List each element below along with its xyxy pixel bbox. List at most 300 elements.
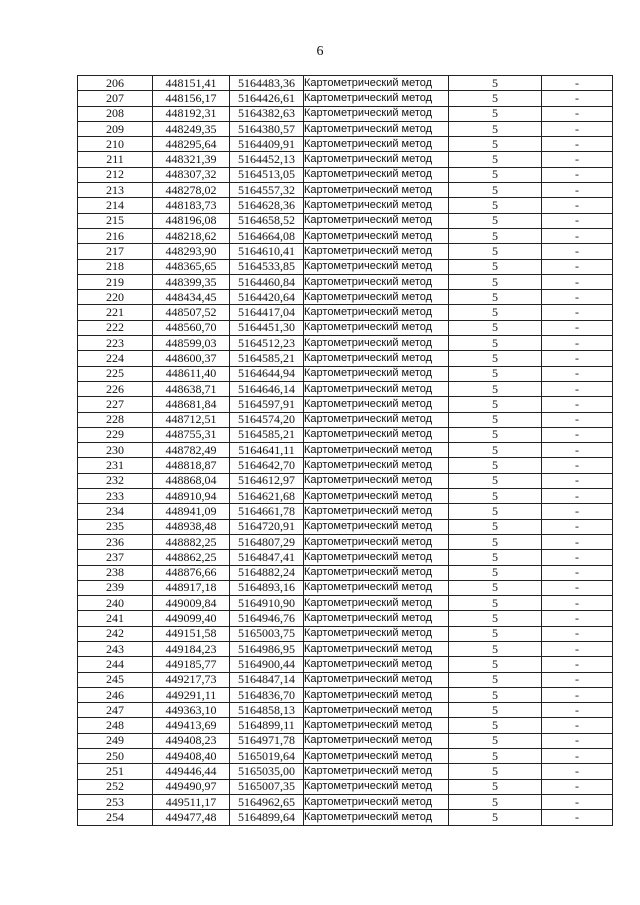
accuracy-cell: 5 [449, 519, 542, 534]
method-cell: Картометрический метод [304, 641, 449, 656]
description-cell: - [542, 596, 613, 611]
method-cell: Картометрический метод [304, 290, 449, 305]
point-number-cell: 232 [78, 473, 153, 488]
table-row [78, 274, 613, 289]
accuracy-cell: 5 [449, 366, 542, 381]
method-cell: Картометрический метод [304, 412, 449, 427]
accuracy-cell: 5 [449, 687, 542, 702]
y-coordinate-cell: 5164807,29 [230, 534, 304, 549]
accuracy-cell: 5 [449, 305, 542, 320]
x-coordinate-cell: 448293,90 [153, 244, 230, 259]
method-cell: Картометрический метод [304, 305, 449, 320]
y-coordinate-cell: 5164420,64 [230, 290, 304, 305]
method-cell: Картометрический метод [304, 611, 449, 626]
y-coordinate-cell: 5164644,94 [230, 366, 304, 381]
method-cell: Картометрический метод [304, 687, 449, 702]
x-coordinate-cell: 448192,31 [153, 106, 230, 121]
description-cell: - [542, 137, 613, 152]
x-coordinate-cell: 449151,58 [153, 626, 230, 641]
method-cell: Картометрический метод [304, 213, 449, 228]
description-cell: - [542, 397, 613, 412]
table-row [78, 336, 613, 351]
method-cell: Картометрический метод [304, 274, 449, 289]
point-number-cell: 230 [78, 443, 153, 458]
y-coordinate-cell: 5164409,91 [230, 137, 304, 152]
table-row [78, 550, 613, 565]
x-coordinate-cell: 449217,73 [153, 672, 230, 687]
method-cell: Картометрический метод [304, 443, 449, 458]
description-cell: - [542, 228, 613, 243]
point-number-cell: 251 [78, 764, 153, 779]
table-row [78, 565, 613, 580]
point-number-cell: 253 [78, 794, 153, 809]
description-cell: - [542, 687, 613, 702]
table-row [78, 427, 613, 442]
description-cell: - [542, 351, 613, 366]
x-coordinate-cell: 449099,40 [153, 611, 230, 626]
y-coordinate-cell: 5164910,90 [230, 596, 304, 611]
coordinates-table-body [78, 76, 613, 826]
point-number-cell: 248 [78, 718, 153, 733]
accuracy-cell: 5 [449, 320, 542, 335]
description-cell: - [542, 458, 613, 473]
accuracy-cell: 5 [449, 596, 542, 611]
description-cell: - [542, 198, 613, 213]
method-cell: Картометрический метод [304, 458, 449, 473]
accuracy-cell: 5 [449, 565, 542, 580]
y-coordinate-cell: 5164664,08 [230, 228, 304, 243]
point-number-cell: 216 [78, 228, 153, 243]
page-number: 6 [316, 44, 324, 59]
point-number-cell: 247 [78, 703, 153, 718]
description-cell: - [542, 244, 613, 259]
accuracy-cell: 5 [449, 764, 542, 779]
coordinates-table [77, 75, 613, 826]
point-number-cell: 237 [78, 550, 153, 565]
method-cell: Картометрический метод [304, 749, 449, 764]
table-row [78, 290, 613, 305]
accuracy-cell: 5 [449, 626, 542, 641]
method-cell: Картометрический метод [304, 76, 449, 91]
accuracy-cell: 5 [449, 91, 542, 106]
description-cell: - [542, 152, 613, 167]
point-number-cell: 215 [78, 213, 153, 228]
x-coordinate-cell: 449490,97 [153, 779, 230, 794]
description-cell: - [542, 565, 613, 580]
method-cell: Картометрический метод [304, 91, 449, 106]
y-coordinate-cell: 5164646,14 [230, 381, 304, 396]
table-row [78, 320, 613, 335]
table-row [78, 167, 613, 182]
y-coordinate-cell: 5164380,57 [230, 121, 304, 136]
point-number-cell: 206 [78, 76, 153, 91]
point-number-cell: 240 [78, 596, 153, 611]
method-cell: Картометрический метод [304, 626, 449, 641]
x-coordinate-cell: 448782,49 [153, 443, 230, 458]
description-cell: - [542, 106, 613, 121]
description-cell: - [542, 794, 613, 809]
table-row [78, 779, 613, 794]
description-cell: - [542, 290, 613, 305]
description-cell: - [542, 718, 613, 733]
y-coordinate-cell: 5164612,97 [230, 473, 304, 488]
point-number-cell: 241 [78, 611, 153, 626]
accuracy-cell: 5 [449, 718, 542, 733]
x-coordinate-cell: 448249,35 [153, 121, 230, 136]
description-cell: - [542, 121, 613, 136]
x-coordinate-cell: 449477,48 [153, 810, 230, 825]
accuracy-cell: 5 [449, 458, 542, 473]
accuracy-cell: 5 [449, 412, 542, 427]
description-cell: - [542, 672, 613, 687]
point-number-cell: 223 [78, 336, 153, 351]
x-coordinate-cell: 448882,25 [153, 534, 230, 549]
x-coordinate-cell: 448434,45 [153, 290, 230, 305]
accuracy-cell: 5 [449, 810, 542, 825]
point-number-cell: 239 [78, 580, 153, 595]
table-row [78, 397, 613, 412]
point-number-cell: 243 [78, 641, 153, 656]
point-number-cell: 218 [78, 259, 153, 274]
point-number-cell: 238 [78, 565, 153, 580]
point-number-cell: 207 [78, 91, 153, 106]
point-number-cell: 242 [78, 626, 153, 641]
method-cell: Картометрический метод [304, 473, 449, 488]
y-coordinate-cell: 5164893,16 [230, 580, 304, 595]
description-cell: - [542, 320, 613, 335]
y-coordinate-cell: 5164610,41 [230, 244, 304, 259]
method-cell: Картометрический метод [304, 794, 449, 809]
x-coordinate-cell: 448755,31 [153, 427, 230, 442]
table-row [78, 458, 613, 473]
x-coordinate-cell: 448941,09 [153, 504, 230, 519]
point-number-cell: 217 [78, 244, 153, 259]
description-cell: - [542, 489, 613, 504]
point-number-cell: 226 [78, 381, 153, 396]
x-coordinate-cell: 448599,03 [153, 336, 230, 351]
table-row [78, 764, 613, 779]
point-number-cell: 231 [78, 458, 153, 473]
description-cell: - [542, 443, 613, 458]
method-cell: Картометрический метод [304, 336, 449, 351]
table-row [78, 91, 613, 106]
accuracy-cell: 5 [449, 641, 542, 656]
table-row [78, 137, 613, 152]
x-coordinate-cell: 448151,41 [153, 76, 230, 91]
y-coordinate-cell: 5164460,84 [230, 274, 304, 289]
table-row [78, 228, 613, 243]
table-row [78, 672, 613, 687]
point-number-cell: 211 [78, 152, 153, 167]
point-number-cell: 212 [78, 167, 153, 182]
method-cell: Картометрический метод [304, 810, 449, 825]
y-coordinate-cell: 5164946,76 [230, 611, 304, 626]
method-cell: Картометрический метод [304, 779, 449, 794]
x-coordinate-cell: 448600,37 [153, 351, 230, 366]
description-cell: - [542, 259, 613, 274]
y-coordinate-cell: 5164847,14 [230, 672, 304, 687]
x-coordinate-cell: 448876,66 [153, 565, 230, 580]
description-cell: - [542, 764, 613, 779]
table-row [78, 244, 613, 259]
point-number-cell: 210 [78, 137, 153, 152]
method-cell: Картометрический метод [304, 244, 449, 259]
accuracy-cell: 5 [449, 550, 542, 565]
method-cell: Картометрический метод [304, 657, 449, 672]
method-cell: Картометрический метод [304, 519, 449, 534]
x-coordinate-cell: 449408,23 [153, 733, 230, 748]
table-row [78, 152, 613, 167]
description-cell: - [542, 366, 613, 381]
description-cell: - [542, 427, 613, 442]
y-coordinate-cell: 5164836,70 [230, 687, 304, 702]
method-cell: Картометрический метод [304, 228, 449, 243]
accuracy-cell: 5 [449, 427, 542, 442]
table-row [78, 519, 613, 534]
accuracy-cell: 5 [449, 198, 542, 213]
method-cell: Картометрический метод [304, 596, 449, 611]
y-coordinate-cell: 5164382,63 [230, 106, 304, 121]
table-row [78, 489, 613, 504]
x-coordinate-cell: 448218,62 [153, 228, 230, 243]
table-row [78, 687, 613, 702]
method-cell: Картометрический метод [304, 580, 449, 595]
method-cell: Картометрический метод [304, 565, 449, 580]
point-number-cell: 246 [78, 687, 153, 702]
method-cell: Картометрический метод [304, 351, 449, 366]
table-row [78, 198, 613, 213]
y-coordinate-cell: 5164642,70 [230, 458, 304, 473]
point-number-cell: 235 [78, 519, 153, 534]
description-cell: - [542, 213, 613, 228]
y-coordinate-cell: 5164557,32 [230, 183, 304, 198]
table-row [78, 718, 613, 733]
x-coordinate-cell: 449185,77 [153, 657, 230, 672]
point-number-cell: 213 [78, 183, 153, 198]
method-cell: Картометрический метод [304, 397, 449, 412]
description-cell: - [542, 641, 613, 656]
point-number-cell: 222 [78, 320, 153, 335]
description-cell: - [542, 305, 613, 320]
accuracy-cell: 5 [449, 749, 542, 764]
method-cell: Картометрический метод [304, 381, 449, 396]
table-row [78, 76, 613, 91]
x-coordinate-cell: 448938,48 [153, 519, 230, 534]
x-coordinate-cell: 448681,84 [153, 397, 230, 412]
y-coordinate-cell: 5164986,95 [230, 641, 304, 656]
x-coordinate-cell: 448156,17 [153, 91, 230, 106]
description-cell: - [542, 810, 613, 825]
x-coordinate-cell: 448611,40 [153, 366, 230, 381]
point-number-cell: 224 [78, 351, 153, 366]
y-coordinate-cell: 5164451,30 [230, 320, 304, 335]
y-coordinate-cell: 5164971,78 [230, 733, 304, 748]
method-cell: Картометрический метод [304, 718, 449, 733]
method-cell: Картометрический метод [304, 489, 449, 504]
x-coordinate-cell: 449009,84 [153, 596, 230, 611]
accuracy-cell: 5 [449, 504, 542, 519]
table-row [78, 733, 613, 748]
description-cell: - [542, 657, 613, 672]
table-row [78, 641, 613, 656]
accuracy-cell: 5 [449, 183, 542, 198]
table-row [78, 596, 613, 611]
y-coordinate-cell: 5164899,64 [230, 810, 304, 825]
point-number-cell: 252 [78, 779, 153, 794]
point-number-cell: 233 [78, 489, 153, 504]
table-row [78, 580, 613, 595]
table-row [78, 443, 613, 458]
y-coordinate-cell: 5164628,36 [230, 198, 304, 213]
x-coordinate-cell: 448910,94 [153, 489, 230, 504]
description-cell: - [542, 519, 613, 534]
y-coordinate-cell: 5164882,24 [230, 565, 304, 580]
x-coordinate-cell: 449446,44 [153, 764, 230, 779]
point-number-cell: 249 [78, 733, 153, 748]
point-number-cell: 245 [78, 672, 153, 687]
point-number-cell: 214 [78, 198, 153, 213]
accuracy-cell: 5 [449, 672, 542, 687]
x-coordinate-cell: 448307,32 [153, 167, 230, 182]
accuracy-cell: 5 [449, 534, 542, 549]
y-coordinate-cell: 5164574,20 [230, 412, 304, 427]
accuracy-cell: 5 [449, 351, 542, 366]
y-coordinate-cell: 5164512,23 [230, 336, 304, 351]
y-coordinate-cell: 5165035,00 [230, 764, 304, 779]
y-coordinate-cell: 5164585,21 [230, 427, 304, 442]
accuracy-cell: 5 [449, 580, 542, 595]
description-cell: - [542, 626, 613, 641]
accuracy-cell: 5 [449, 213, 542, 228]
x-coordinate-cell: 448321,39 [153, 152, 230, 167]
point-number-cell: 236 [78, 534, 153, 549]
accuracy-cell: 5 [449, 152, 542, 167]
x-coordinate-cell: 449511,17 [153, 794, 230, 809]
accuracy-cell: 5 [449, 703, 542, 718]
y-coordinate-cell: 5165007,35 [230, 779, 304, 794]
y-coordinate-cell: 5164899,11 [230, 718, 304, 733]
accuracy-cell: 5 [449, 489, 542, 504]
x-coordinate-cell: 448638,71 [153, 381, 230, 396]
method-cell: Картометрический метод [304, 550, 449, 565]
accuracy-cell: 5 [449, 167, 542, 182]
method-cell: Картометрический метод [304, 121, 449, 136]
method-cell: Картометрический метод [304, 198, 449, 213]
accuracy-cell: 5 [449, 76, 542, 91]
table-row [78, 106, 613, 121]
accuracy-cell: 5 [449, 137, 542, 152]
x-coordinate-cell: 448278,02 [153, 183, 230, 198]
y-coordinate-cell: 5164962,65 [230, 794, 304, 809]
x-coordinate-cell: 448507,52 [153, 305, 230, 320]
table-row [78, 626, 613, 641]
method-cell: Картометрический метод [304, 672, 449, 687]
description-cell: - [542, 336, 613, 351]
table-row [78, 381, 613, 396]
y-coordinate-cell: 5164597,91 [230, 397, 304, 412]
accuracy-cell: 5 [449, 657, 542, 672]
y-coordinate-cell: 5164658,52 [230, 213, 304, 228]
accuracy-cell: 5 [449, 611, 542, 626]
accuracy-cell: 5 [449, 274, 542, 289]
y-coordinate-cell: 5164483,36 [230, 76, 304, 91]
method-cell: Картометрический метод [304, 183, 449, 198]
accuracy-cell: 5 [449, 290, 542, 305]
point-number-cell: 208 [78, 106, 153, 121]
description-cell: - [542, 749, 613, 764]
table-row [78, 259, 613, 274]
y-coordinate-cell: 5164661,78 [230, 504, 304, 519]
method-cell: Картометрический метод [304, 534, 449, 549]
method-cell: Картометрический метод [304, 366, 449, 381]
point-number-cell: 234 [78, 504, 153, 519]
point-number-cell: 227 [78, 397, 153, 412]
method-cell: Картометрический метод [304, 167, 449, 182]
point-number-cell: 228 [78, 412, 153, 427]
x-coordinate-cell: 449363,10 [153, 703, 230, 718]
accuracy-cell: 5 [449, 106, 542, 121]
accuracy-cell: 5 [449, 259, 542, 274]
accuracy-cell: 5 [449, 397, 542, 412]
y-coordinate-cell: 5165019,64 [230, 749, 304, 764]
description-cell: - [542, 381, 613, 396]
y-coordinate-cell: 5164858,13 [230, 703, 304, 718]
x-coordinate-cell: 449413,69 [153, 718, 230, 733]
description-cell: - [542, 167, 613, 182]
table-row [78, 351, 613, 366]
y-coordinate-cell: 5164720,91 [230, 519, 304, 534]
method-cell: Картометрический метод [304, 320, 449, 335]
accuracy-cell: 5 [449, 473, 542, 488]
table-row [78, 366, 613, 381]
y-coordinate-cell: 5164621,68 [230, 489, 304, 504]
x-coordinate-cell: 448196,08 [153, 213, 230, 228]
x-coordinate-cell: 449184,23 [153, 641, 230, 656]
accuracy-cell: 5 [449, 121, 542, 136]
y-coordinate-cell: 5164513,05 [230, 167, 304, 182]
description-cell: - [542, 703, 613, 718]
description-cell: - [542, 534, 613, 549]
x-coordinate-cell: 448868,04 [153, 473, 230, 488]
y-coordinate-cell: 5164426,61 [230, 91, 304, 106]
table-row [78, 657, 613, 672]
y-coordinate-cell: 5165003,75 [230, 626, 304, 641]
method-cell: Картометрический метод [304, 152, 449, 167]
accuracy-cell: 5 [449, 228, 542, 243]
x-coordinate-cell: 448560,70 [153, 320, 230, 335]
y-coordinate-cell: 5164641,11 [230, 443, 304, 458]
x-coordinate-cell: 449291,11 [153, 687, 230, 702]
description-cell: - [542, 183, 613, 198]
description-cell: - [542, 779, 613, 794]
accuracy-cell: 5 [449, 443, 542, 458]
table-row [78, 703, 613, 718]
point-number-cell: 221 [78, 305, 153, 320]
table-row [78, 504, 613, 519]
x-coordinate-cell: 448399,35 [153, 274, 230, 289]
x-coordinate-cell: 448917,18 [153, 580, 230, 595]
point-number-cell: 254 [78, 810, 153, 825]
y-coordinate-cell: 5164452,13 [230, 152, 304, 167]
y-coordinate-cell: 5164900,44 [230, 657, 304, 672]
method-cell: Картометрический метод [304, 106, 449, 121]
accuracy-cell: 5 [449, 336, 542, 351]
table-row [78, 611, 613, 626]
method-cell: Картометрический метод [304, 259, 449, 274]
y-coordinate-cell: 5164847,41 [230, 550, 304, 565]
table-row [78, 305, 613, 320]
x-coordinate-cell: 448818,87 [153, 458, 230, 473]
